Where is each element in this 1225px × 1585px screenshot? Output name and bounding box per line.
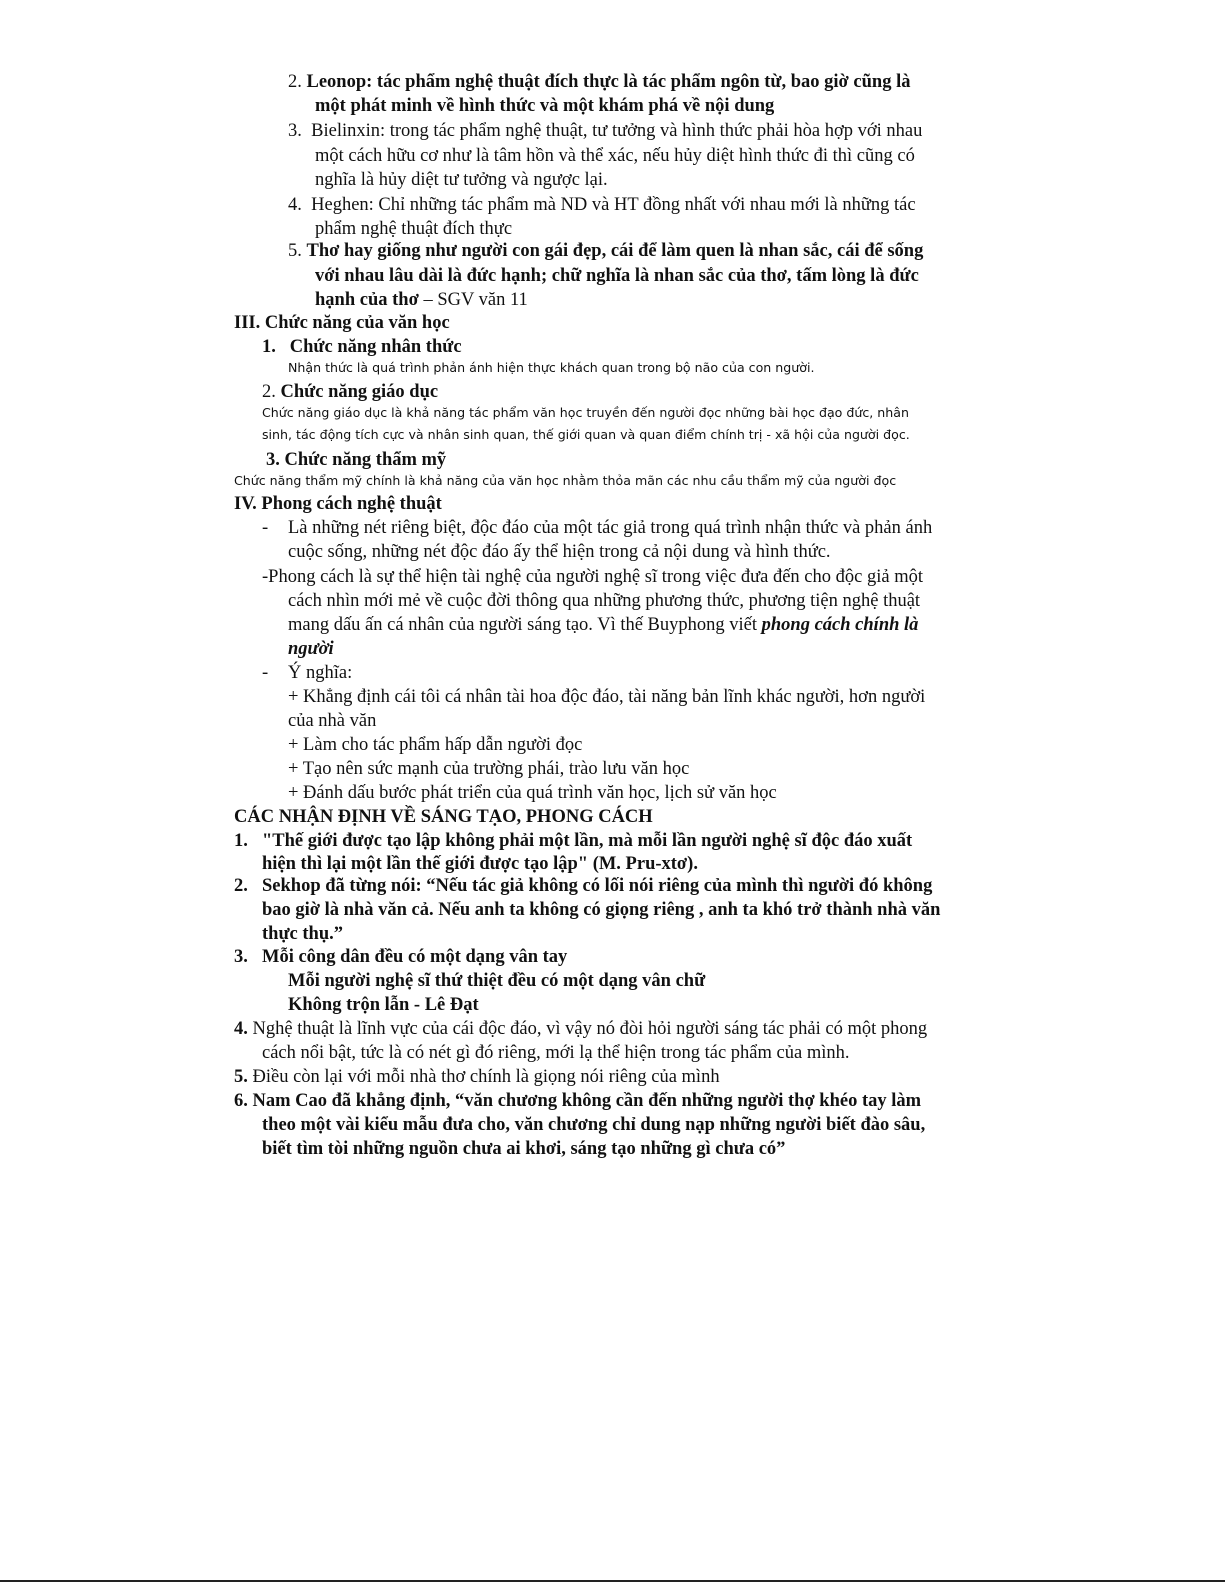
meaning-item-1-line-2: của nhà văn	[288, 711, 377, 731]
meaning-item-2: + Làm cho tác phẩm hấp dẫn người đọc	[288, 735, 583, 755]
function-3-title: 3. Chức năng thẩm mỹ	[266, 450, 447, 470]
meaning-label: Ý nghĩa:	[288, 663, 353, 683]
quote-4-line-1: 4. Heghen: Chỉ những tác phẩm mà ND và HT đồng nhất với nhau mới là những tác	[288, 195, 916, 215]
statement-2-num: 2.	[234, 876, 248, 896]
quote-3-line-1: 3. Bielinxin: trong tác phẩm nghệ thuật, tư tưởng và hình thức phải hòa hợp với nhau	[288, 121, 923, 141]
quote-2-line-1: 2. Leonop: tác phẩm nghệ thuật đích thực là tác phẩm ngôn từ, bao giờ cũng là	[288, 72, 911, 92]
section-3-title: III. Chức năng của văn học	[234, 313, 450, 333]
style-p1-line-1: Là những nét riêng biệt, độc đáo của một tác giả trong quá trình nhận thức và phản ánh	[288, 518, 933, 538]
statement-5: 5. Điều còn lại với mỗi nhà thơ chính là giọng nói riêng của mình	[234, 1067, 720, 1087]
meaning-item-1-line-1: + Khẳng định cái tôi cá nhân tài hoa độc đáo, tài năng bản lĩnh khác người, hơn người	[288, 687, 926, 707]
style-p1-line-2: cuộc sống, những nét độc đáo ấy thể hiện trong cả nội dung và hình thức.	[288, 542, 831, 562]
function-2-title: 2. Chức năng giáo dục	[262, 382, 439, 402]
section-4-title: IV. Phong cách nghệ thuật	[234, 494, 442, 514]
statement-3-line-2: Mỗi người nghệ sĩ thứ thiệt đều có một dạng vân chữ	[288, 971, 706, 991]
meaning-item-4: + Đánh dấu bước phát triển của quá trình văn học, lịch sử văn học	[288, 783, 777, 803]
function-1-title: 1. Chức năng nhân thức	[262, 337, 462, 357]
statement-1-num: 1.	[234, 831, 248, 851]
statement-1-line-2: hiện thì lại một lần thế giới được tạo lập" (M. Pru-xtơ).	[262, 854, 698, 874]
style-bullet-dash: -	[262, 518, 269, 538]
style-p2-line-1: -Phong cách là sự thể hiện tài nghệ của người nghệ sĩ trong việc đưa đến cho độc giả một	[262, 567, 923, 587]
statements-title: CÁC NHẬN ĐỊNH VỀ SÁNG TẠO, PHONG CÁCH	[234, 807, 653, 827]
function-3-desc: Chức năng thẩm mỹ chính là khả năng của văn học nhằm thỏa mãn các nhu cầu thẩm mỹ của người đọc	[234, 473, 897, 488]
statement-2-line-2: bao giờ là nhà văn cả. Nếu anh ta không có giọng riêng , anh ta khó trở thành nhà văn	[262, 900, 941, 920]
quote-5-line-3: hạnh của thơ – SGV văn 11	[315, 290, 528, 310]
function-2-desc-1: Chức năng giáo dục là khả năng tác phẩm văn học truyền đến người đọc những bài học đạo đức, nhân	[262, 405, 909, 420]
bottom-rule	[0, 1580, 1225, 1582]
statement-2-line-1: Sekhop đã từng nói: “Nếu tác giả không có lối nói riêng của mình thì người đó không	[262, 876, 933, 896]
style-p2-line-2: cách nhìn mới mẻ về cuộc đời thông qua những phương thức, phương tiện nghệ thuật	[288, 591, 921, 611]
statement-3-line-1: Mỗi công dân đều có một dạng vân tay	[262, 947, 568, 967]
function-1-desc: Nhận thức là quá trình phản ánh hiện thực khách quan trong bộ não của con người.	[288, 360, 815, 375]
statement-6-line-3: biết tìm tòi những nguồn chưa ai khơi, sáng tạo những gì chưa có”	[262, 1139, 786, 1159]
statement-3-line-3: Không trộn lẫn - Lê Đạt	[288, 995, 479, 1015]
statement-3-num: 3.	[234, 947, 248, 967]
quote-5-line-1: 5. Thơ hay giống như người con gái đẹp, cái để làm quen là nhan sắc, cái để sống	[288, 241, 924, 261]
statement-6-line-1: 6. Nam Cao đã khẳng định, “văn chương không cần đến những người thợ khéo tay làm	[234, 1091, 922, 1111]
meaning-dash: -	[262, 663, 269, 683]
style-p2-line-3: mang dấu ấn cá nhân của người sáng tạo. Vì thế Buyphong viết phong cách chính là	[288, 615, 919, 635]
quote-3-line-3: nghĩa là hủy diệt tư tưởng và ngược lại.	[315, 170, 608, 190]
style-p2-line-4: người	[288, 639, 334, 659]
quote-5-line-2: với nhau lâu dài là đức hạnh; chữ nghĩa là nhan sắc của thơ, tấm lòng là đức	[315, 266, 919, 286]
quote-3-line-2: một cách hữu cơ như là tâm hồn và thể xác, nếu hủy diệt hình thức đi thì cũng có	[315, 146, 915, 166]
statement-1-line-1: "Thế giới được tạo lập không phải một lần, mà mỗi lần người nghệ sĩ độc đáo xuất	[262, 831, 913, 851]
quote-4-line-2: phẩm nghệ thuật đích thực	[315, 219, 513, 239]
statement-6-line-2: theo một vài kiểu mẫu đưa cho, văn chương chỉ dung nạp những người biết đào sâu,	[262, 1115, 926, 1135]
statement-4-line-1: 4. Nghệ thuật là lĩnh vực của cái độc đáo, vì vậy nó đòi hỏi người sáng tác phải có một phong	[234, 1019, 928, 1039]
meaning-item-3: + Tạo nên sức mạnh của trường phái, trào lưu văn học	[288, 759, 690, 779]
statement-2-line-3: thực thụ.”	[262, 924, 344, 944]
function-2-desc-2: sinh, tác động tích cực và nhân sinh quan, thế giới quan và quan điểm chính trị - xã hội của người đọc.	[262, 427, 910, 442]
statement-4-line-2: cách nổi bật, tức là có nét gì đó riêng, mới lạ thể hiện trong tác phẩm của mình.	[262, 1043, 850, 1063]
quote-2-line-2: một phát minh về hình thức và một khám phá về nội dung	[315, 96, 775, 116]
